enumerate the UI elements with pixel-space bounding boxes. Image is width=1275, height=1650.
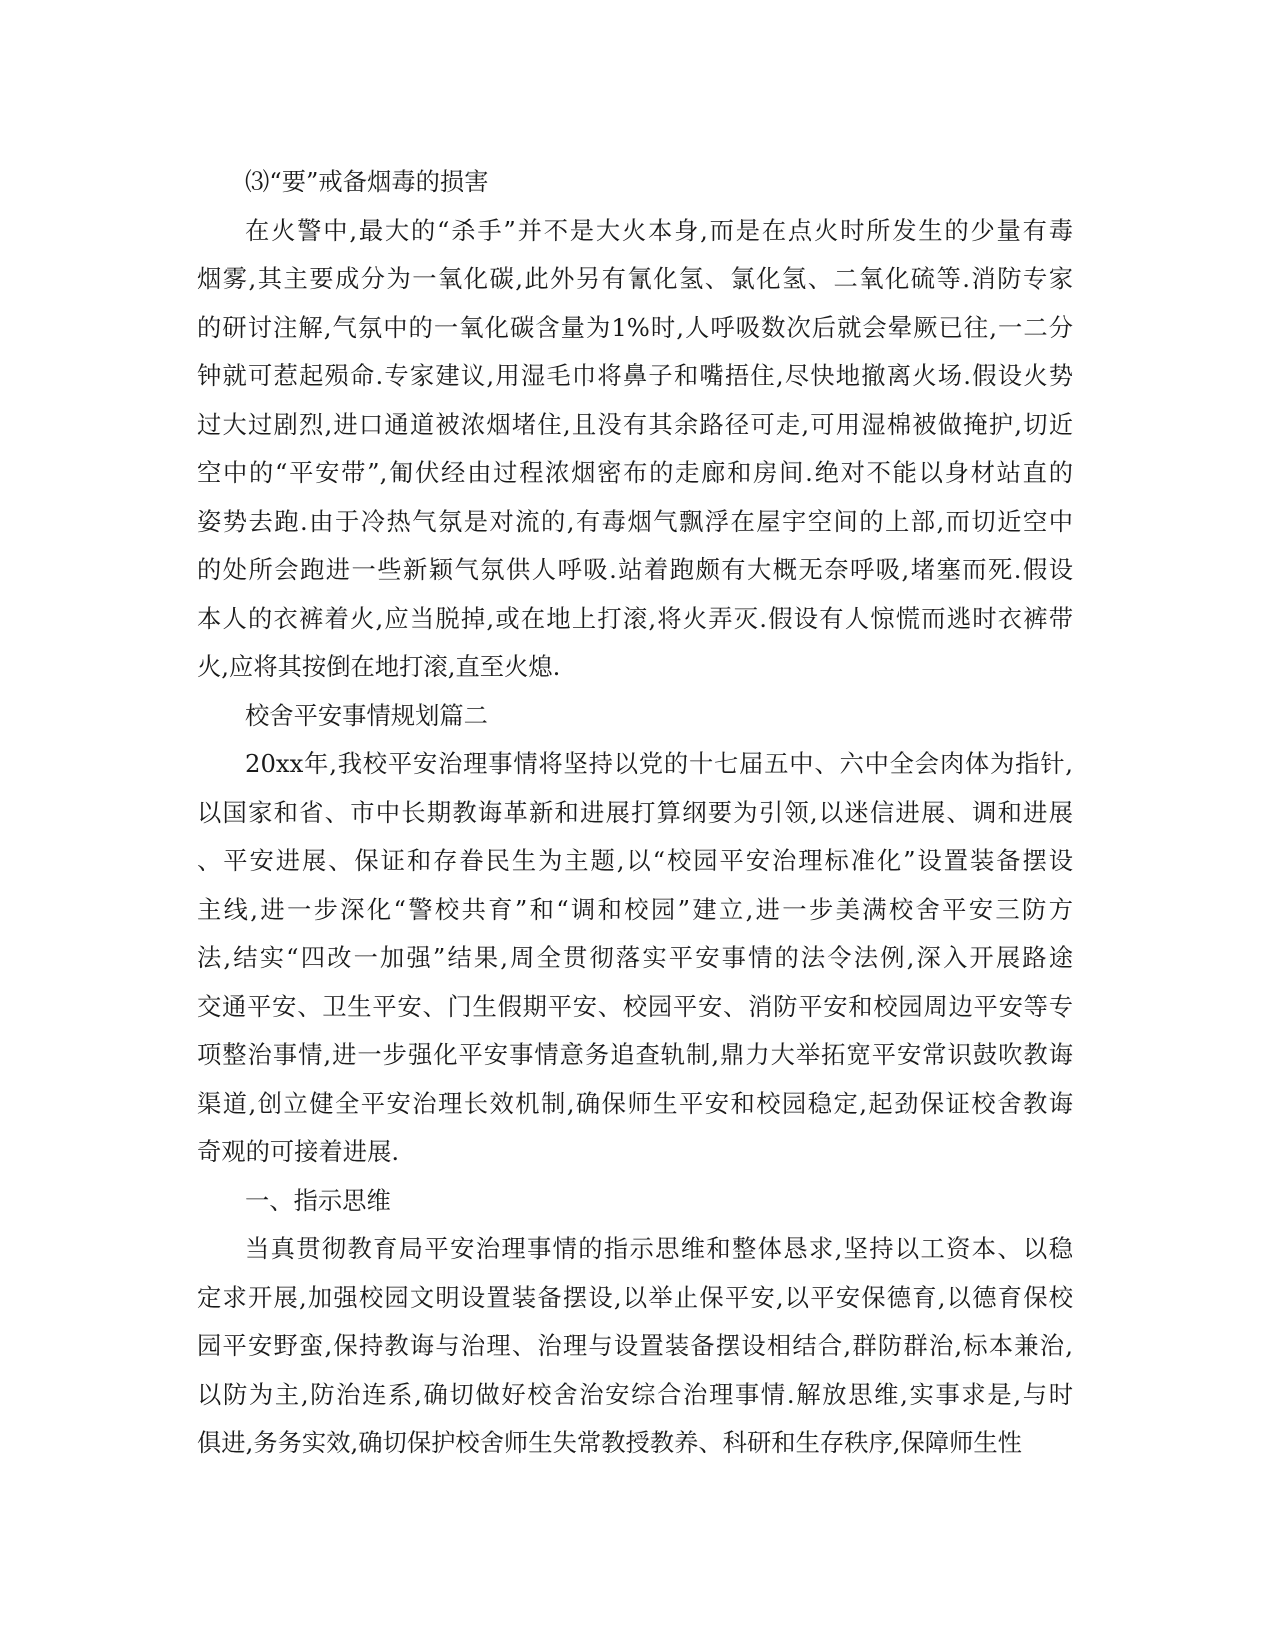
text-line: 当真贯彻教育局平安治理事情的指示思维和整体恳求,坚持以工资本、以稳 (245, 1234, 1073, 1263)
text-line: 姿势去跑.由于冷热气氛是对流的,有毒烟气飘浮在屋宇空间的上部,而切近空中 (197, 506, 1073, 536)
text-line: 本人的衣裤着火,应当脱掉,或在地上打滚,将火弄灭.假设有人惊慌而逃时衣裤带 (197, 603, 1073, 633)
text-line: 交通平安、卫生平安、门生假期平安、校园平安、消防平安和校园周边平安等专 (197, 991, 1073, 1021)
paragraph (197, 158, 1073, 207)
text-line: ⑶“要”戒备烟毒的损害 (245, 167, 489, 196)
text-line: 奇观的可接着进展. (197, 1137, 400, 1166)
document-body (197, 158, 1073, 1468)
text-line: 项整治事情,进一步强化平安事情意务追查轨制,鼎力大举拓宽平安常识鼓吹教诲 (197, 1040, 1073, 1069)
paragraph (197, 692, 1073, 741)
text-line: 火,应将其按倒在地打滚,直至火熄. (197, 652, 561, 681)
text-line: 20xx年,我校平安治理事情将坚持以党的十七届五中、六中全会肉体为指针, (245, 749, 1073, 778)
text-line: 园平安野蛮,保持教诲与治理、治理与设置装备摆设相结合,群防群治,标本兼治, (197, 1331, 1073, 1360)
text-line: 空中的“平安带”,匍伏经由过程浓烟密布的走廊和房间.绝对不能以身材站直的 (197, 458, 1073, 487)
text-line: 的研讨注解,气氛中的一氧化碳含量为1%时,人呼吸数次后就会晕厥已往,一二分 (197, 312, 1073, 342)
text-line: 烟雾,其主要成分为一氧化碳,此外另有氰化氢、氯化氢、二氧化硫等.消防专家 (197, 264, 1073, 293)
text-line: 过大过剧烈,进口通道被浓烟堵住,且没有其余路径可走,可用湿棉被做掩护,切近 (197, 409, 1073, 439)
text-line: 的处所会跑进一些新颖气氛供人呼吸.站着跑颇有大概无奈呼吸,堵塞而死.假设 (197, 555, 1073, 584)
text-line: 在火警中,最大的“杀手”并不是大火本身,而是在点火时所发生的少量有毒 (245, 215, 1073, 245)
text-line: 以国家和省、市中长期教诲革新和进展打算纲要为引领,以迷信进展、调和进展 (197, 797, 1073, 827)
text-line: 以防为主,防治连系,确切做好校舍治安综合治理事情.解放思维,实事求是,与时 (197, 1379, 1073, 1409)
paragraph (197, 740, 1073, 1177)
paragraph (197, 1177, 1073, 1226)
text-line: 、平安进展、保证和存眷民生为主题,以“校园平安治理标准化”设置装备摆设 (197, 846, 1073, 875)
text-line: 定求开展,加强校园文明设置装备摆设,以举止保平安,以平安保德育,以德育保校 (197, 1282, 1073, 1312)
text-line: 一、指示思维 (245, 1185, 391, 1215)
text-line: 校舍平安事情规划篇二 (245, 700, 488, 730)
text-line: 主线,进一步深化“警校共育”和“调和校园”建立,进一步美满校舍平安三防方 (197, 894, 1073, 924)
text-line: 渠道,创立健全平安治理长效机制,确保师生平安和校园稳定,起劲保证校舍教诲 (197, 1088, 1073, 1118)
paragraph (197, 207, 1073, 692)
text-line: 法,结实“四改一加强”结果,周全贯彻落实平安事情的法令法例,深入开展路途 (197, 943, 1073, 972)
text-line: 俱进,务务实效,确切保护校舍师生失常教授教养、科研和生存秩序,保障师生性 (197, 1428, 1022, 1457)
text-line: 钟就可惹起殒命.专家建议,用湿毛巾将鼻子和嘴捂住,尽快地撤离火场.假设火势 (197, 361, 1073, 390)
paragraph (197, 1225, 1073, 1468)
